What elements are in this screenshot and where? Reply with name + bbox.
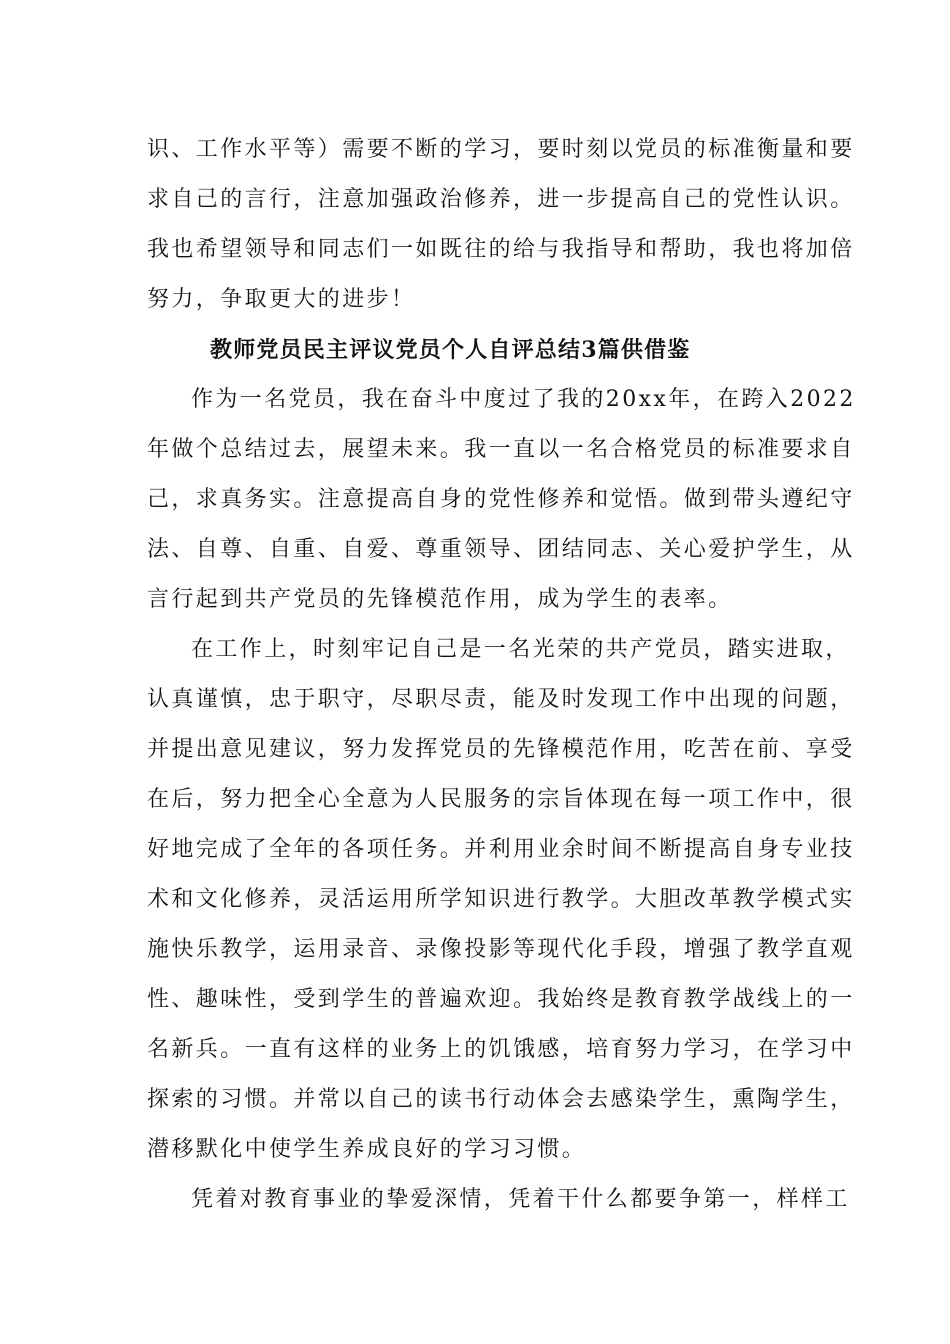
text-line: 施快乐教学，运用录音、录像投影等现代化手段，增强了教学直观 xyxy=(147,937,855,962)
text-line: 在后，努力把全心全意为人民服务的宗旨体现在每一项工作中，很 xyxy=(147,787,855,812)
text-line: 术和文化修养，灵活运用所学知识进行教学。大胆改革教学模式实 xyxy=(147,887,855,912)
text-line: 求自己的言行，注意加强政治修养，进一步提高自己的党性认识。 xyxy=(147,187,855,212)
text-line: 认真谨慎，忠于职守，尽职尽责，能及时发现工作中出现的问题， xyxy=(147,687,855,712)
text-line: 努力，争取更大的进步！ xyxy=(147,287,416,312)
text-line: 潜移默化中使学生养成良好的学习习惯。 xyxy=(147,1137,587,1162)
text-line: 凭着对教育事业的挚爱深情，凭着干什么都要争第一，样样工 xyxy=(191,1187,850,1212)
text-line: 己，求真务实。注意提高自身的党性修养和觉悟。做到带头遵纪守 xyxy=(147,487,855,512)
text-line: 并提出意见建议，努力发挥党员的先锋模范作用，吃苦在前、享受 xyxy=(147,737,855,762)
section-title: 教师党员民主评议党员个人自评总结3篇供借鉴 xyxy=(210,337,691,363)
text-line: 好地完成了全年的各项任务。并利用业余时间不断提高自身专业技 xyxy=(147,837,855,862)
text-line: 性、趣味性，受到学生的普遍欢迎。我始终是教育教学战线上的一 xyxy=(147,987,855,1012)
text-line: 年做个总结过去，展望未来。我一直以一名合格党员的标准要求自 xyxy=(147,437,855,462)
text-line: 作为一名党员，我在奋斗中度过了我的20xx年，在跨入2022 xyxy=(191,387,856,412)
text-line: 法、自尊、自重、自爱、尊重领导、团结同志、关心爱护学生，从 xyxy=(147,537,855,562)
text-line: 探索的习惯。并常以自己的读书行动体会去感染学生，熏陶学生， xyxy=(147,1087,855,1112)
text-line: 识、工作水平等）需要不断的学习，要时刻以党员的标准衡量和要 xyxy=(147,137,855,162)
text-line: 名新兵。一直有这样的业务上的饥饿感，培育努力学习，在学习中 xyxy=(147,1037,855,1062)
text-line: 言行起到共产党员的先锋模范作用，成为学生的表率。 xyxy=(147,587,733,612)
text-line: 我也希望领导和同志们一如既往的给与我指导和帮助，我也将加倍 xyxy=(147,237,855,262)
text-line: 在工作上，时刻牢记自己是一名光荣的共产党员，踏实进取， xyxy=(191,637,850,662)
